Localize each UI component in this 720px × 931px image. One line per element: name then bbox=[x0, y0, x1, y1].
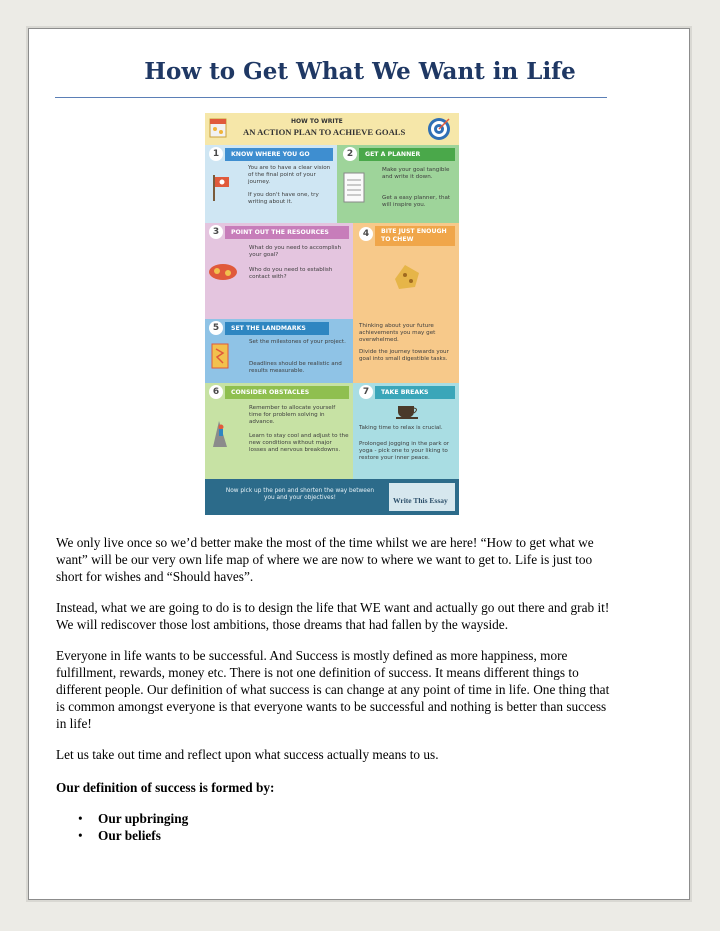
section-1-text-1: You are to have a clear vision of the final point of your journey. bbox=[248, 165, 331, 185]
section-3-number: 3 bbox=[209, 225, 223, 239]
section-2-number: 2 bbox=[343, 147, 357, 161]
section-6-text-1: Remember to allocate yourself time for problem solving in advance. bbox=[249, 405, 336, 425]
paragraph-3-text: Everyone in life wants to be successful. And Success is mostly defined as more happiness, more fulfillment, rewards, money etc. There is not one definition of success. It means different things to different people. Our definition of what success is can change at any point of time in life. One thing that is common amongst everyone is that everyone wants to be successful and nothing is better than success in life! bbox=[56, 648, 610, 731]
infographic-footer bbox=[205, 479, 459, 515]
section-3 bbox=[205, 223, 353, 319]
paragraph-1 bbox=[56, 534, 616, 585]
section-5 bbox=[205, 319, 353, 383]
section-1 bbox=[205, 145, 337, 223]
notepad-icon bbox=[343, 171, 365, 203]
page-title: How to Get What We Want in Life bbox=[144, 58, 576, 85]
section-3-text-1: What do you need to accomplish your goal? bbox=[249, 245, 342, 258]
section-7-title: TAKE BREAKS bbox=[375, 386, 455, 399]
section-2-title: GET A PLANNER bbox=[359, 148, 455, 161]
section-4-text-2: Divide the journey towards your goal into small digestible tasks. bbox=[359, 349, 449, 362]
target-icon bbox=[427, 117, 451, 141]
infographic-footer-text: Now pick up the pen and shorten the way between you and your objectives! bbox=[225, 488, 375, 502]
success-factors-list bbox=[78, 810, 188, 844]
paragraph-2-text: Instead, what we are going to do is to design the life that WE want and actually go out there and grab it! We will rediscover those lost ambitions, those dreams that had fallen by the wayside. bbox=[56, 600, 610, 632]
section-4 bbox=[353, 223, 459, 383]
section-3-title: POINT OUT THE RESOURCES bbox=[225, 226, 349, 239]
cookie-icon bbox=[389, 259, 425, 293]
section-1-title: KNOW WHERE YOU GO bbox=[225, 148, 333, 161]
section-heading-text: Our definition of success is formed by: bbox=[56, 780, 275, 795]
teacup-icon bbox=[395, 403, 419, 419]
section-4-title: BITE JUST ENOUGH TO CHEW bbox=[375, 226, 455, 246]
paragraph-3 bbox=[56, 647, 616, 732]
section-2-text-2: Get a easy planner, that will inspire you. bbox=[382, 195, 451, 208]
section-7-text-1: Taking time to relax is crucial. bbox=[359, 425, 443, 431]
section-4-text-1: Thinking about your future achievements you may get overwhelmed. bbox=[359, 323, 436, 343]
list-item: • Our beliefs bbox=[78, 827, 188, 844]
section-4-number: 4 bbox=[359, 227, 373, 241]
paragraph-1-text: We only live once so we’d better make the most of the time whilst we are here! “How to get what we want” will be our very own life map of where we are now to where we want to get to. Life is just too short for wishes and “Should haves”. bbox=[56, 535, 594, 584]
section-7-number: 7 bbox=[359, 385, 373, 399]
milestone-icon bbox=[211, 343, 229, 369]
paragraph-4 bbox=[56, 746, 616, 763]
section-5-title: SET THE LANDMARKS bbox=[225, 322, 329, 335]
infographic bbox=[205, 113, 459, 487]
cloud-gears-icon bbox=[207, 259, 239, 281]
section-6-text-2: Learn to stay cool and adjust to the new conditions without major losses and nervous breakdowns. bbox=[249, 433, 349, 453]
section-7-text-2: Prolonged jogging in the park or yoga - pick one to your liking to restore your inner peace. bbox=[359, 441, 450, 461]
section-6-number: 6 bbox=[209, 385, 223, 399]
section-5-text-1: Set the milestones of your project. bbox=[249, 339, 346, 345]
section-2-text-1: Make your goal tangible and write it down. bbox=[382, 167, 450, 180]
climber-icon bbox=[209, 417, 231, 449]
section-1-number: 1 bbox=[209, 147, 223, 161]
paragraph-2 bbox=[56, 599, 616, 633]
section-3-text-2: Who do you need to establish contact with? bbox=[249, 267, 333, 280]
section-2 bbox=[337, 145, 459, 223]
section-heading bbox=[56, 779, 616, 796]
section-7 bbox=[353, 383, 459, 479]
flag-icon bbox=[211, 175, 231, 201]
infographic-header bbox=[205, 113, 459, 145]
calendar-icon bbox=[209, 117, 227, 139]
section-1-text-2: If you don't have one, try writing about it. bbox=[248, 192, 319, 205]
list-item: • Our upbringing bbox=[78, 810, 188, 827]
infographic-footer-brand: Write This Essay bbox=[393, 496, 448, 505]
paragraph-4-text: Let us take out time and reflect upon what success actually means to us. bbox=[56, 747, 439, 762]
section-6 bbox=[205, 383, 353, 479]
infographic-header-small: HOW TO WRITE bbox=[291, 118, 343, 125]
title-underline bbox=[55, 97, 607, 98]
section-5-number: 5 bbox=[209, 321, 223, 335]
section-6-title: CONSIDER OBSTACLES bbox=[225, 386, 349, 399]
infographic-header-main: AN ACTION PLAN TO ACHIEVE GOALS bbox=[243, 127, 406, 137]
section-5-text-2: Deadlines should be realistic and results measurable. bbox=[249, 361, 342, 374]
